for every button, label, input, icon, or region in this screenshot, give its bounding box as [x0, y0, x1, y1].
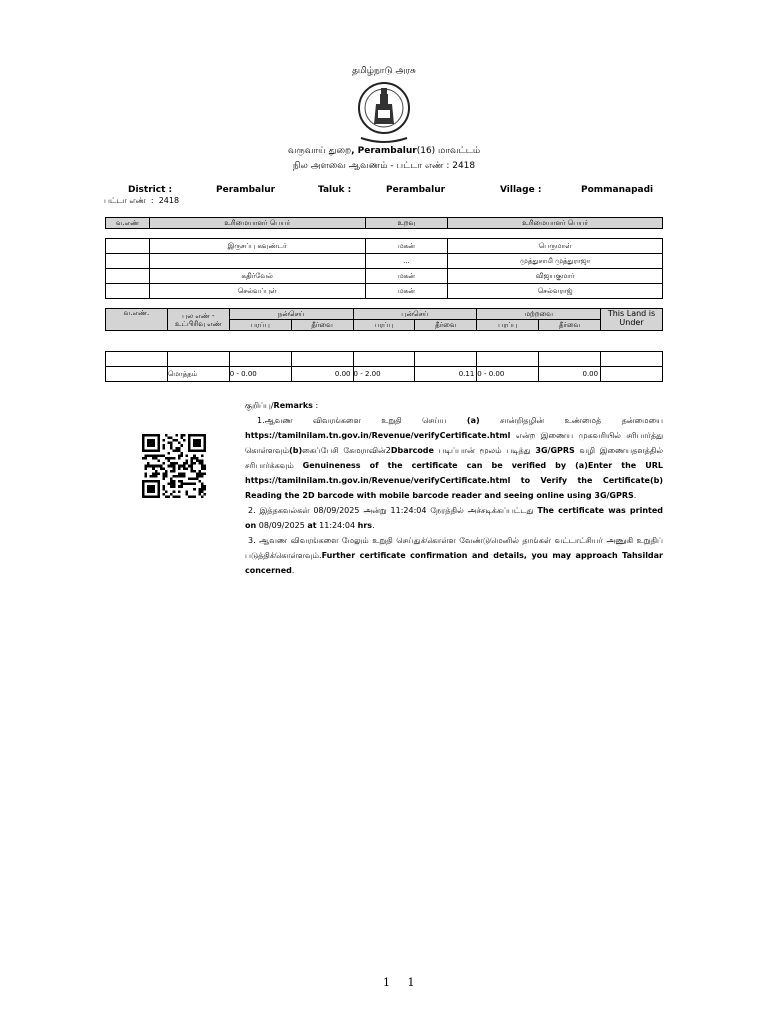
land-header-table	[105, 308, 663, 331]
col-header-tax: தீர்வை	[415, 320, 477, 331]
total-label: மொத்தம்	[167, 367, 229, 382]
remark-1: 1.ஆவண விவரங்களை உறுதி செய்ய (a) சான்றிதழின் உண்மைத் தன்மையை https://tamilnilam.tn.gov.in/Revenue/verifyCertificate.html என்ற இணைய முகவரியில் சரிபார்த்து கொள்ளவும்(b)கைப்பேசி கேமராவின்2Dbarcode படிப்பான் மூலம் படித்து 3G/GPRS வழி இணையதளத்தில் சரிபார்க்கவும் Genuineness of the certificate can be verified by (a)Enter the URL https://tamilnilam.tn.gov.in/Revenue/verifyCertificate.html to Verify the Certificate(b) Reading the 2D barcode with mobile barcode reader and seeing online using 3G/GPRS.	[245, 416, 664, 500]
record-title: நில அளவை ஆவணம் - பட்டா எண் : 2418	[292, 161, 476, 171]
remarks-label: குறிப்பு/Remarks :	[245, 401, 319, 410]
total-row	[106, 367, 663, 382]
wet-area-total: 0 - 0.00	[229, 367, 291, 382]
table-row: செல்வப்புள் மகன் செல்வராஜ்	[106, 284, 663, 299]
col-header-survey: புல எண் - உட்பிரிவு எண்	[167, 309, 229, 331]
col-header-land-under: This Land is Under	[601, 309, 663, 331]
col-header-area: பரப்பு	[477, 320, 539, 331]
state-emblem-icon	[347, 80, 421, 144]
col-header-tax: தீர்வை	[539, 320, 601, 331]
village-label: Village :	[500, 185, 542, 195]
owners-header-row	[106, 218, 663, 229]
village-value: Pommanapadi	[581, 185, 654, 195]
col-header-owner: உரிமையாளர் பெயர்	[149, 218, 365, 229]
table-row: இருசப்பு கவுண்டர் மகன் பெருமாள்	[106, 239, 663, 254]
table-row	[106, 352, 663, 367]
taluk-value: Perambalur	[386, 185, 446, 195]
wet-tax-total: 0.00	[291, 367, 353, 382]
owners-table	[105, 238, 663, 299]
col-header-relation: உறவு	[365, 218, 448, 229]
dry-area-total: 0 - 2.00	[353, 367, 415, 382]
col-header-sno: வ.எண்.	[106, 309, 168, 331]
remark-3: 3. ஆவண விவரங்களை மேலும் உறுதி செய்துக்கொள்ள வேண்டுமெனில் தாங்கள் வட்டாட்சியர் அணுகி உறுதிப் படுத்திக்கொள்ளவும்.Further certificate confirmation and details, you may approach Tahsildar concerned.	[245, 536, 663, 575]
remarks-section	[245, 398, 663, 578]
col-header-sno: வ.எண்	[106, 218, 150, 229]
remark-2: 2. இத்தகவல்கள் 08/09/2025 அன்று 11:24:04 நேரத்தில் அச்சடிக்கப்பட்டது The certificate was printed on 08/09/2025 at 11:24:04 hrs.	[245, 506, 663, 530]
dry-tax-total: 0.11	[415, 367, 477, 382]
owners-header-table	[105, 217, 663, 229]
qr-code-icon	[142, 434, 206, 498]
table-row: கதிர்வேல் மகன் விஜயகுமார்	[106, 269, 663, 284]
other-area-total: 0 - 0.00	[477, 367, 539, 382]
page-number: 1 1	[383, 976, 415, 989]
table-row: ... முத்துசாமி முத்துராஜா	[106, 254, 663, 269]
taluk-label: Taluk :	[318, 185, 352, 195]
government-title: தமிழ்நாடு அரசு	[352, 66, 416, 76]
other-tax-total: 0.00	[539, 367, 601, 382]
land-table	[105, 351, 663, 382]
col-header-other: மற்றவை	[477, 309, 601, 320]
col-header-dry: புன்செய்	[353, 309, 477, 320]
col-header-relative: உரிமையாளர் பெயர்	[448, 218, 663, 229]
col-header-tax: தீர்வை	[291, 320, 353, 331]
department-line: வருவாய் துறை, Perambalur(16) மாவட்டம்	[287, 146, 481, 156]
patta-number: பட்டா எண் : 2418	[104, 196, 180, 205]
district-value: Perambalur	[216, 185, 276, 195]
col-header-wet: நன்செய்	[229, 309, 353, 320]
district-label: District :	[128, 185, 173, 195]
col-header-area: பரப்பு	[229, 320, 291, 331]
col-header-area: பரப்பு	[353, 320, 415, 331]
